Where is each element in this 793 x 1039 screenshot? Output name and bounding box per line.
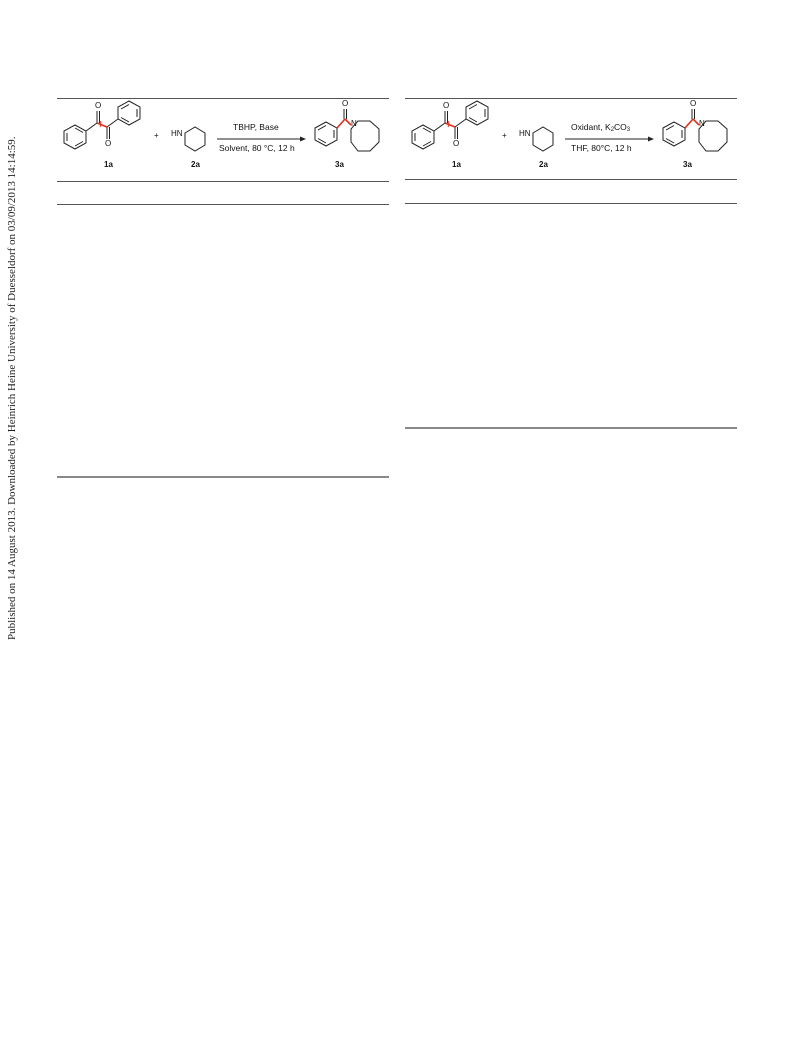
benzil-oxygen-bottom: O — [453, 139, 460, 148]
compound-label-1a: 1a — [452, 160, 461, 169]
plus-sign: + — [154, 131, 159, 140]
benzil-oxygen-top: O — [95, 101, 102, 110]
product-nitrogen: N — [351, 119, 357, 128]
compound-label-3a: 3a — [335, 160, 344, 169]
conditions-text: Oxidant, K — [571, 122, 611, 132]
reaction-conditions-top: TBHP, Base — [233, 122, 279, 132]
left-table-bottom-rule — [57, 476, 389, 478]
product-nitrogen: N — [699, 119, 705, 128]
amine-nh-label: HN — [171, 129, 183, 138]
product-formed-bond-co — [337, 119, 345, 128]
piperidine-ring — [185, 127, 205, 151]
publication-watermark: Published on 14 August 2013. Downloaded by Heinrich Heine University of Duesseldorf on 03/09/2013 14:14:59. — [6, 136, 18, 640]
reaction-conditions-bottom: THF, 80°C, 12 h — [571, 143, 632, 153]
left-table-header-rule — [57, 181, 389, 182]
compound-label-1a: 1a — [104, 160, 113, 169]
right-table-column-rule — [405, 203, 737, 204]
right-reaction-scheme — [405, 99, 738, 179]
product-oxygen: O — [690, 99, 697, 108]
conditions-subscript: 2 — [610, 127, 615, 133]
piperidine-ring — [533, 127, 553, 151]
reaction-conditions-top — [571, 122, 630, 135]
benzil-oxygen-bottom: O — [105, 139, 112, 148]
compound-label-3a: 3a — [683, 160, 692, 169]
benzil-cleaved-bond — [445, 123, 455, 127]
conditions-text-mid: CO — [614, 122, 627, 132]
conditions-subscript-2: 3 — [626, 127, 631, 133]
amine-nh-label: HN — [519, 129, 531, 138]
product-oxygen: O — [342, 99, 349, 108]
left-table-column-rule — [57, 204, 389, 205]
product-formed-bond-co — [685, 119, 693, 128]
benzil-cleaved-bond — [97, 123, 107, 127]
compound-label-2a: 2a — [539, 160, 548, 169]
right-table-header-rule — [405, 179, 737, 180]
benzil-oxygen-top: O — [443, 101, 450, 110]
plus-sign: + — [502, 131, 507, 140]
reaction-conditions-bottom: Solvent, 80 °C, 12 h — [219, 143, 295, 153]
right-table-bottom-rule — [405, 427, 737, 429]
reaction-arrow-head — [300, 137, 306, 142]
reaction-arrow-head — [648, 137, 654, 142]
compound-label-2a: 2a — [191, 160, 200, 169]
left-reaction-scheme — [57, 99, 390, 179]
